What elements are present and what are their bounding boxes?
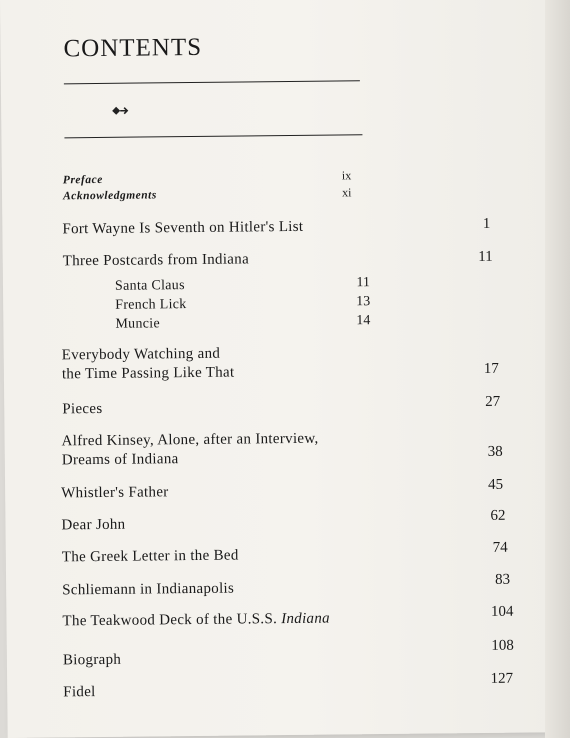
toc-entry-page: 17 [483,360,499,377]
toc-entry-page: 83 [495,571,511,588]
toc-entry-title-line2: Dreams of Indiana [61,451,179,469]
toc-entry-title-text: The Teakwood Deck of the U.S.S. [62,611,282,630]
toc-preface-page: ix [341,168,352,183]
toc-subentry-page: 11 [356,275,371,291]
toc-entry-title: Pieces [62,400,103,418]
toc-entry-title: Schliemann in Indianapolis [62,580,235,599]
toc-acknowledgments-page: xi [341,185,352,200]
facing-page-edge [545,0,570,738]
toc-entry-title [62,611,330,631]
toc-entry-title: Biograph [62,651,122,669]
toc-entry-title: Fort Wayne Is Seventh on Hitler's List [62,218,304,238]
toc-entry-title-italic: Indiana [281,610,331,628]
toc-entry-page: 27 [485,393,501,410]
toc-entry-page: 108 [491,637,514,654]
ornament-icon [111,105,131,117]
toc-entry-page: 127 [490,670,514,687]
bottom-rule [64,134,362,138]
contents-heading: CONTENTS [63,33,203,63]
toc-entry-page: 11 [478,248,493,266]
toc-entry-title: Dear John [61,516,126,534]
top-rule [64,80,360,84]
toc-entry-title: Three Postcards from Indiana [62,251,250,270]
toc-entry-title: Everybody Watching and [61,345,221,364]
toc-entry-page: 1 [482,215,491,232]
toc-acknowledgments-title: Acknowledgments [62,189,157,203]
toc-entry-page: 45 [488,476,504,493]
toc-preface-title: Preface [62,173,103,187]
toc-entry-page: 38 [487,443,503,460]
toc-entry-title: Whistler's Father [61,484,169,502]
toc-entry-title: Alfred Kinsey, Alone, after an Interview, [61,430,319,450]
toc-subentry-page: 14 [356,313,371,329]
toc-entry-title: The Greek Letter in the Bed [61,547,239,566]
toc-entry-page: 62 [490,507,506,524]
toc-subentry-title: Muncie [115,316,161,332]
toc-entry-title-line2: the Time Passing Like That [61,364,235,383]
toc-entry-title: Fidel [63,684,96,701]
toc-subentry-title: Santa Claus [114,278,185,294]
toc-subentry-title: French Lick [115,297,187,313]
toc-entry-page: 104 [490,603,514,620]
toc-entry-page: 74 [492,539,508,556]
toc-subentry-page: 13 [356,294,371,310]
